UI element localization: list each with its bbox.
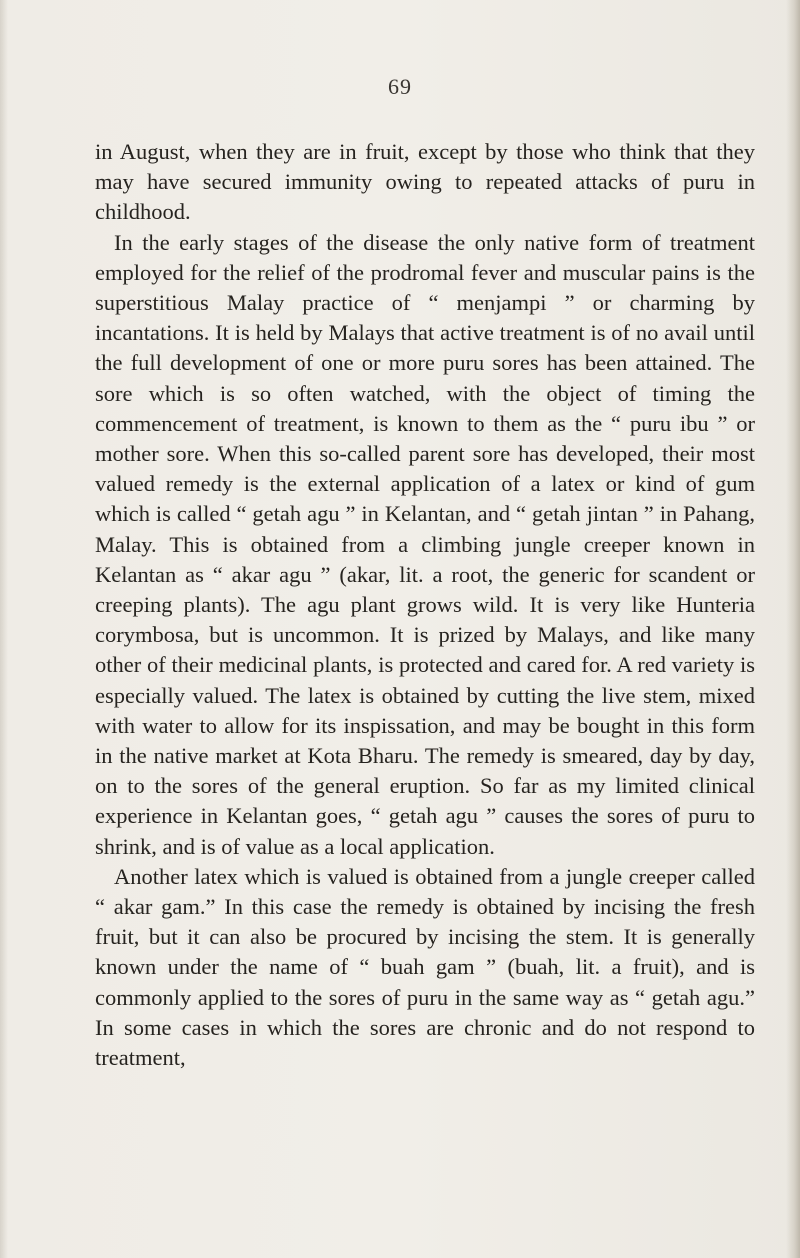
body-text xyxy=(95,137,755,1073)
paragraph-continuation: in August, when they are in fruit, except by those who think that they may have secured immunity owing to repeated attacks of puru in childhood. xyxy=(95,139,755,225)
paragraph-another-latex: Another latex which is valued is obtained from a jungle creeper called “ akar gam.” In this case the remedy is obtained by incising the fresh fruit, but it can also be procured by incising the stem. It is generally known under the name of “ buah gam ” (buah, lit. a fruit), and is commonly applied to the sores of puru in the same way as “ getah agu.” In some cases in which the sores are chronic and do not respond to treatment, xyxy=(95,863,755,1071)
paragraph-treatment: In the early stages of the disease the only native form of treatment employed for the relief of the prodromal fever and muscular pains is the superstitious Malay practice of “ menjampi ” or charming by incantations. It is held by Malays that active treatment is of no avail until the full development of one or more puru sores has been attained. The sore which is so often watched, with the object of timing the commencement of treatment, is known to them as the “ puru ibu ” or mother sore. When this so-called parent sore has developed, their most valued remedy is the external application of a latex or kind of gum which is called “ getah agu ” in Kelantan, and “ getah jintan ” in Pahang, Malay. This is obtained from a climbing jungle creeper known in Kelantan as “ akar agu ” (akar, lit. a root, the generic for scandent or creeping plants). The agu plant grows wild. It is very like Hunteria corymbosa, but is uncommon. It is prized by Malays, and like many other of their medicinal plants, is protected and cared for. A red variety is especially valued. The latex is obtained by cutting the live stem, mixed with water to allow for its inspissation, and may be bought in this form in the native market at Kota Bharu. The remedy is smeared, day by day, on to the sores of the general eruption. So far as my limited clinical experience in Kelantan goes, “ getah agu ” causes the sores of puru to shrink, and is of value as a local application. xyxy=(95,229,755,859)
page-number: 69 xyxy=(388,74,412,99)
page-right-shadow xyxy=(786,0,800,1258)
page-left-shadow xyxy=(0,0,8,1258)
